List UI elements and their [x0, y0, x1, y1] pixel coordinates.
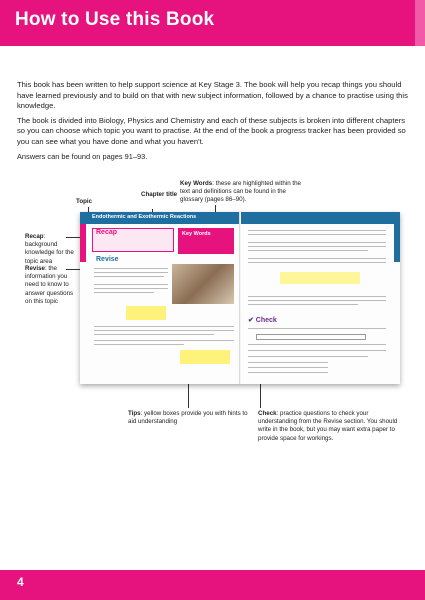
page-footer: [0, 570, 425, 600]
text-line: [248, 300, 386, 301]
book-photo: [172, 264, 234, 304]
page-title: How to Use this Book: [15, 9, 215, 30]
text-line: [248, 242, 386, 243]
key-words-box: Key Words: [178, 228, 234, 254]
text-line: [248, 296, 386, 297]
text-line: [94, 334, 214, 335]
text-line: [248, 344, 386, 345]
revise-heading: Revise: [96, 256, 119, 263]
text-line: [94, 276, 164, 277]
tip-box: [126, 306, 166, 320]
callout-topic: Topic: [76, 198, 93, 205]
answers-note: Answers can be found on pages 91–93.: [17, 151, 148, 161]
callout-tips: Tips: yellow boxes provide you with hints to aid understanding: [128, 410, 248, 426]
chapter-title-bar: Endothermic and Exothermic Reactions: [80, 212, 400, 224]
text-line: [94, 326, 234, 327]
text-line: [94, 292, 154, 293]
text-line: [248, 350, 386, 351]
text-line: [94, 272, 168, 273]
callout-chapter-title: Chapter title: [141, 191, 178, 198]
callout-key-words: Key Words: these are highlighted within the text and definitions can be found in the glossary (pages 86–90).: [180, 180, 301, 204]
header-edge-strip: [415, 0, 425, 46]
topic-tab-left: [80, 224, 86, 262]
tip-box: [180, 350, 230, 364]
text-line: [248, 362, 328, 363]
text-line: [248, 328, 386, 329]
page-header: [0, 0, 425, 46]
book-spread-image: [80, 212, 400, 384]
text-line: [248, 246, 386, 247]
topic-tab-right: [394, 224, 400, 262]
text-line: [94, 288, 168, 289]
text-line: [248, 258, 386, 259]
text-line: [248, 250, 368, 251]
text-line: [248, 356, 368, 357]
check-heading: ✔ Check: [248, 317, 277, 324]
text-line: [248, 367, 328, 368]
word-box: [256, 334, 366, 340]
text-line: [94, 344, 184, 345]
intro-paragraph-2: The book is divided into Biology, Physics and Chemistry and each of these subjects is broken into different chapters so you can choose which topic you want to practise. At the end of the book a progress tracker has been provided so you can see what you have done and what you haven't.: [17, 115, 406, 146]
callout-revise: Revise: the information you need to know to answer questions on this topic: [25, 265, 74, 305]
equation-box: [280, 272, 360, 284]
text-line: [248, 262, 386, 263]
text-line: [94, 330, 234, 331]
text-line: [248, 372, 328, 373]
text-line: [248, 230, 386, 231]
text-line: [248, 304, 358, 305]
book-spine: [239, 212, 241, 384]
text-line: [94, 340, 234, 341]
text-line: [94, 284, 168, 285]
intro-text: [17, 80, 412, 166]
text-line: [94, 268, 168, 269]
text-line: [248, 234, 386, 235]
callout-recap: Recap: background knowledge for the topic area: [25, 233, 74, 265]
page-number: 4: [17, 575, 24, 589]
recap-heading: Recap: [96, 229, 118, 236]
intro-paragraph-1: This book has been written to help support science at Key Stage 3. The book will help you recap things you should have learned previously and to build on that with new subject information, followed by a chance to practise using this knowledge.: [17, 80, 408, 111]
callout-check: Check: practice questions to check your understanding from the Revise section. You should write in the book, but you may want extra paper to provide space for workings.: [258, 410, 398, 442]
